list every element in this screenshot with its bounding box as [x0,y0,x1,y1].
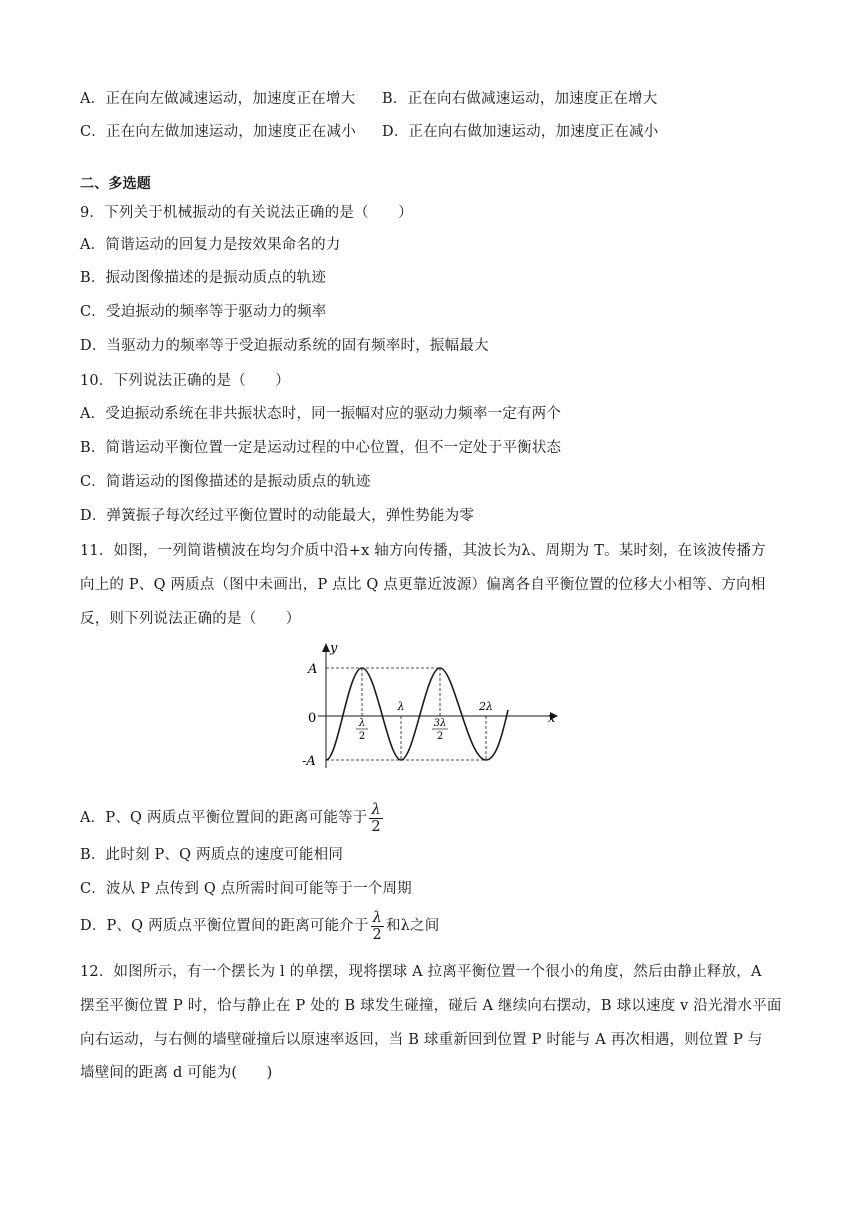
tick-half-lambda-num: λ [358,718,366,729]
fraction-numerator: λ [371,801,381,818]
q8-option-b[interactable]: B．正在向右做减速运动，加速度正在增大 [382,91,658,107]
wave-curve [326,668,508,760]
q12-stem-line-2: 摆至平衡位置 P 时，恰与静止在 P 处的 B 球发生碰撞，碰后 A 继续向右摆动，B 球以速度 v 沿光滑水平面 [80,998,782,1014]
q11-stem-line-2: 向上的 P、Q 两质点（图中未画出，P 点比 Q 点更靠近波源）偏离各自平衡位置的位移大小相等、方向相 [80,577,766,593]
q11-option-b[interactable]: B．此时刻 P、Q 两质点的速度可能相同 [80,847,344,863]
q8-options-row-2 [80,122,659,142]
y-axis-arrow-icon [322,643,330,652]
wave-graph [300,640,564,772]
q11-option-d-text: D．P、Q 两质点平衡位置间的距离可能介于 [80,918,369,934]
section-title: 二、多选题 [80,176,151,192]
q11-option-a[interactable] [80,800,385,836]
q9-option-a[interactable]: A．简谐运动的回复力是按效果命名的力 [80,237,341,253]
q11-option-d[interactable] [80,908,439,944]
y-axis-label: y [330,641,338,656]
q12-stem-line-1: 12．如图所示，有一个摆长为 l 的单摆，现将摆球 A 拉离平衡位置一个很小的角度，然后由静止释放，A [80,964,762,980]
q12-stem-line-3: 向右运动，与右侧的墙壁碰撞后以原速率返回，当 B 球重新回到位置 P 时能与 A 再次相遇，则位置 P 与 [80,1032,763,1048]
q10-option-b[interactable]: B．简谐运动平衡位置一定是运动过程的中心位置，但不一定处于平衡状态 [80,440,562,456]
q8-options-row-1 [80,89,658,109]
q10-option-a[interactable]: A．受迫振动系统在非共振状态时，同一振幅对应的驱动力频率一定有两个 [80,406,562,422]
fraction-lambda-over-2 [369,802,382,835]
wave-figure [300,640,564,772]
q9-stem: 9．下列关于机械振动的有关说法正确的是（ ） [80,205,413,221]
q10-option-d[interactable]: D．弹簧振子每次经过平衡位置时的动能最大，弹性势能为零 [80,508,475,524]
q10-stem: 10．下列说法正确的是（ ） [80,373,290,389]
q8-option-d[interactable]: D．正在向右做加速运动，加速度正在减小 [382,124,659,140]
q9-option-d[interactable]: D．当驱动力的频率等于受迫振动系统的固有频率时，振幅最大 [80,338,489,354]
x-axis-label: x [548,711,556,726]
amplitude-positive-label: A [308,662,318,677]
tick-three-half-lambda-den: 2 [436,731,444,742]
q12-stem-line-4: 墙壁间的距离 d 可能为( ) [80,1065,273,1081]
q10-option-c[interactable]: C．简谐运动的图像描述的是振动质点的轨迹 [80,474,371,490]
fraction-numerator-d: λ [372,909,382,926]
q11-option-c[interactable]: C．波从 P 点传到 Q 点所需时间可能等于一个周期 [80,881,412,897]
tick-three-half-lambda-num: 3λ [433,718,447,729]
q11-option-a-text: A．P、Q 两质点平衡位置间的距离可能等于 [80,810,368,826]
q11-option-d-suffix: 和λ之间 [385,918,440,934]
amplitude-negative-label: -A [302,754,316,769]
q11-stem-line-1: 11．如图，一列简谐横波在均匀介质中沿+x 轴方向传播，其波长为λ、周期为 T。某时刻，在该波传播方 [80,543,766,559]
q9-option-b[interactable]: B．振动图像描述的是振动质点的轨迹 [80,270,327,286]
fraction-lambda-over-2-d [371,910,384,943]
q8-option-a[interactable]: A．正在向左做减速运动，加速度正在增大 [80,91,356,107]
q9-option-c[interactable]: C．受迫振动的频率等于驱动力的频率 [80,304,327,320]
fraction-denominator: 2 [371,818,381,835]
tick-half-lambda-den: 2 [358,731,366,742]
q8-option-c[interactable]: C．正在向左做加速运动，加速度正在减小 [80,124,356,140]
origin-label: 0 [308,711,317,726]
fraction-denominator-d: 2 [372,926,382,943]
tick-lambda: λ [397,700,405,713]
tick-two-lambda: 2λ [479,700,493,713]
q11-stem-line-3: 反，则下列说法正确的是（ ） [80,611,301,627]
